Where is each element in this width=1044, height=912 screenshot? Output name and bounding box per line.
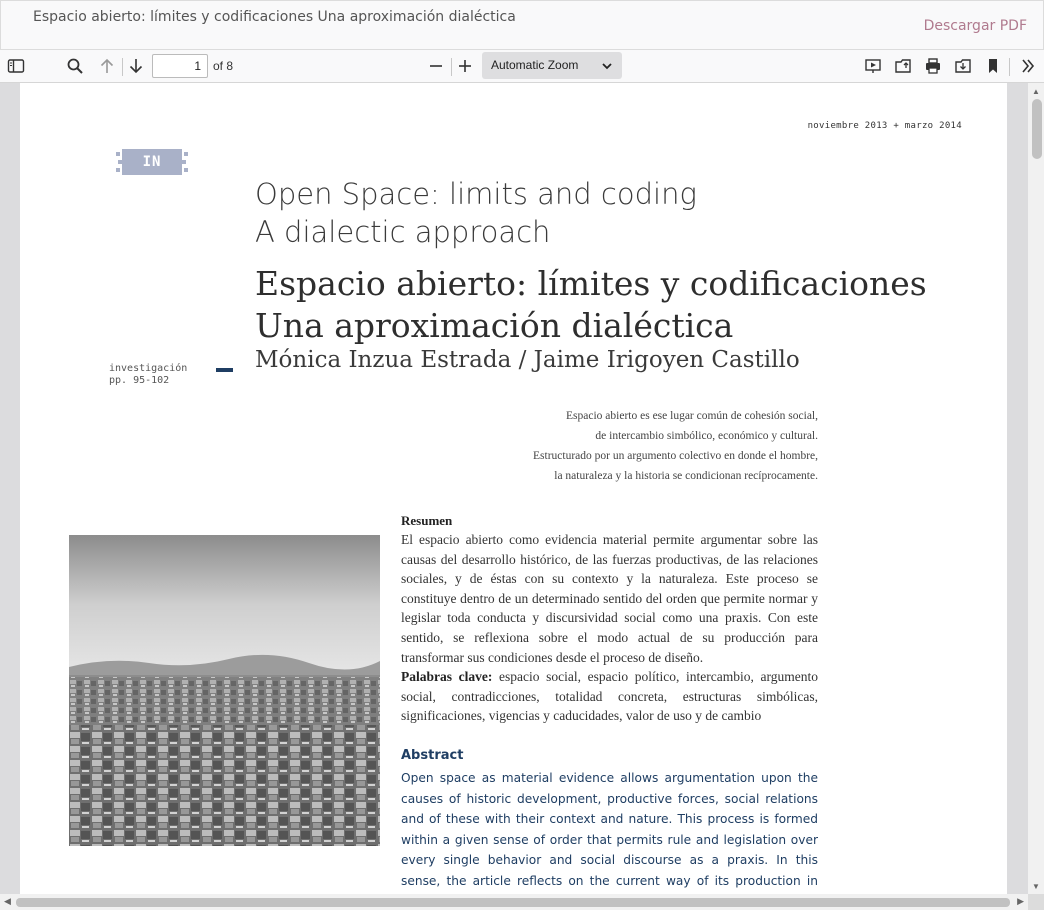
english-title	[255, 175, 697, 251]
toolbar-divider	[122, 58, 123, 76]
scroll-up-arrow-icon[interactable]: ▲	[1032, 87, 1040, 96]
section-name: investigación	[109, 363, 188, 374]
toolbar-divider	[1009, 58, 1010, 76]
arrow-up-icon[interactable]	[95, 54, 119, 78]
scrollbar-corner	[1028, 894, 1044, 910]
section-badge	[116, 149, 188, 175]
keywords-text: espacio social, espacio político, intercambio, argumento social, contradicciones, totalidad concreta, estructuras simbólicas, significaciones, vigencias y caducidades, valor de uso y de cambio	[401, 669, 818, 724]
epigraph	[440, 406, 818, 486]
print-icon[interactable]	[921, 54, 945, 78]
section-badge-label: IN	[122, 149, 182, 175]
minus-icon[interactable]	[424, 54, 448, 78]
keywords-label: Palabras clave:	[401, 669, 493, 684]
open-file-icon[interactable]	[891, 54, 915, 78]
page-range: pp. 95-102	[109, 375, 170, 386]
document-header	[0, 0, 1044, 50]
page-count: of 8	[213, 59, 234, 73]
scroll-down-arrow-icon[interactable]: ▼	[1032, 882, 1040, 891]
zoom-select-label: Automatic Zoom	[491, 58, 579, 72]
english-title-line: Open Space: limits and coding	[255, 177, 697, 211]
arrow-down-icon[interactable]	[124, 54, 148, 78]
plus-icon[interactable]	[453, 54, 477, 78]
presentation-icon[interactable]	[861, 54, 885, 78]
section-dash	[216, 368, 233, 372]
spanish-title-line: Una aproximación dialéctica	[255, 306, 734, 345]
horizontal-scroll-thumb[interactable]	[16, 898, 1010, 907]
city-photo	[69, 535, 380, 846]
resumen-heading: Resumen	[401, 513, 453, 528]
search-icon[interactable]	[63, 54, 87, 78]
section-label	[109, 363, 187, 387]
abstract-text: Open space as material evidence allows argumentation upon the causes of historic development, productive forces, social relations and of these with their context and nature. This process is formed within a given sense of order that permits rule and legislation over every single behavior and social discourse as a praxis. In this sense, the article reflects on the current way of its production in	[401, 771, 818, 888]
epigraph-line: Estructurado por un argumento colectivo en donde el hombre,	[533, 450, 818, 462]
page-number-input[interactable]	[152, 54, 208, 78]
bookmark-icon[interactable]	[981, 54, 1005, 78]
vertical-scrollbar[interactable]	[1028, 83, 1044, 895]
issue-date: noviembre 2013 + marzo 2014	[807, 121, 962, 131]
scroll-right-arrow-icon[interactable]: ▶	[1017, 896, 1024, 906]
epigraph-line: la naturaleza y la historia se condicionan recíprocamente.	[554, 470, 818, 482]
pdf-viewer[interactable]	[0, 83, 1044, 910]
spanish-title-line: Espacio abierto: límites y codificaciones	[255, 264, 927, 303]
abstract-heading: Abstract	[401, 748, 464, 763]
sidebar-toggle-icon[interactable]	[4, 54, 28, 78]
horizontal-scrollbar[interactable]	[0, 894, 1028, 910]
english-title-line: A dialectic approach	[255, 215, 551, 249]
chevron-down-icon	[602, 61, 612, 71]
keywords	[401, 667, 818, 726]
download-pdf-link[interactable]: Descargar PDF	[923, 18, 1027, 34]
zoom-select[interactable]	[482, 52, 622, 79]
double-chevron-right-icon[interactable]	[1016, 54, 1040, 78]
document-title: Espacio abierto: límites y codificaciones Una aproximación dialéctica	[33, 9, 516, 25]
pdf-page	[20, 83, 1007, 895]
vertical-scroll-thumb[interactable]	[1032, 99, 1042, 159]
authors: Mónica Inzua Estrada / Jaime Irigoyen Castillo	[255, 347, 800, 373]
epigraph-line: de intercambio simbólico, económico y cultural.	[595, 430, 818, 442]
toolbar-divider	[451, 58, 452, 76]
resumen-text: El espacio abierto como evidencia material permite argumentar sobre las causas del desarrollo histórico, de las fuerzas productivas, de las relaciones sociales, y de éstas con su contexto y la naturaleza. Este proceso se constituye dentro de un determinado sentido del orden que permite normar y legislar toda conducta y discursividad social como una praxis. Con este sentido, se reflexiona sobre el modo actual de su producción para transformar sus condiciones desde el proceso de diseño.	[401, 532, 818, 665]
epigraph-line: Espacio abierto es ese lugar común de cohesión social,	[566, 410, 818, 422]
download-icon[interactable]	[951, 54, 975, 78]
spanish-title	[255, 263, 927, 347]
scroll-left-arrow-icon[interactable]: ◀	[4, 896, 11, 906]
